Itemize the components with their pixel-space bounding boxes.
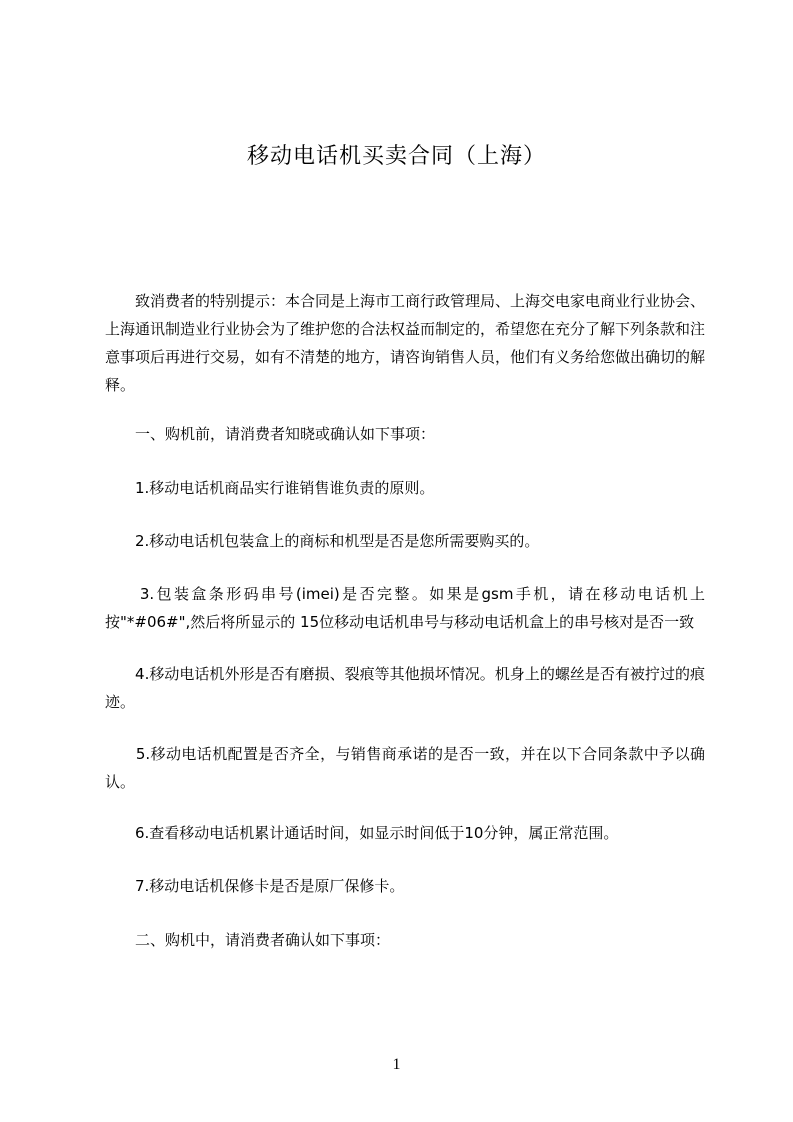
section-heading-during-purchase: 二、购机中，请消费者确认如下事项： [105,931,391,949]
intro-paragraph: 致消费者的特别提示：本合同是上海市工商行政管理局、上海交电家电商业行业协会、上海通讯制造业行业协会为了维护您的合法权益而制定的，希望您在充分了解下列条款和注意事项后再进行交易，如有不清楚的地方，请咨询销售人员，他们有义务给您做出确切的解释。 [105,292,706,394]
list-item: 4.移动电话机外形是否有磨损、裂痕等其他损坏情况。机身上的螺丝是否有被拧过的痕迹。 [105,665,705,711]
list-item: 3.包装盒条形码串号(imei)是否完整。如果是gsm手机，请在移动电话机上按"*#06#",然后将所显示的 15位移动电话机串号与移动电话机盒上的串号核对是否一致 [105,585,705,631]
list-item: 5.移动电话机配置是否齐全，与销售商承诺的是否一致，并在以下合同条款中予以确认。 [105,745,705,791]
list-item: 1.移动电话机商品实行谁销售谁负责的原则。 [105,479,435,497]
list-item: 6.查看移动电话机累计通话时间，如显示时间低于10分钟，属正常范围。 [105,824,619,842]
section-heading-before-purchase: 一、购机前，请消费者知晓或确认如下事项： [105,425,436,443]
page-number: 1 [392,1056,401,1073]
list-item: 7.移动电话机保修卡是否是原厂保修卡。 [105,877,405,895]
list-item: 2.移动电话机包装盒上的商标和机型是否是您所需要购买的。 [105,532,540,550]
document-title: 移动电话机买卖合同（上海） [246,144,546,169]
